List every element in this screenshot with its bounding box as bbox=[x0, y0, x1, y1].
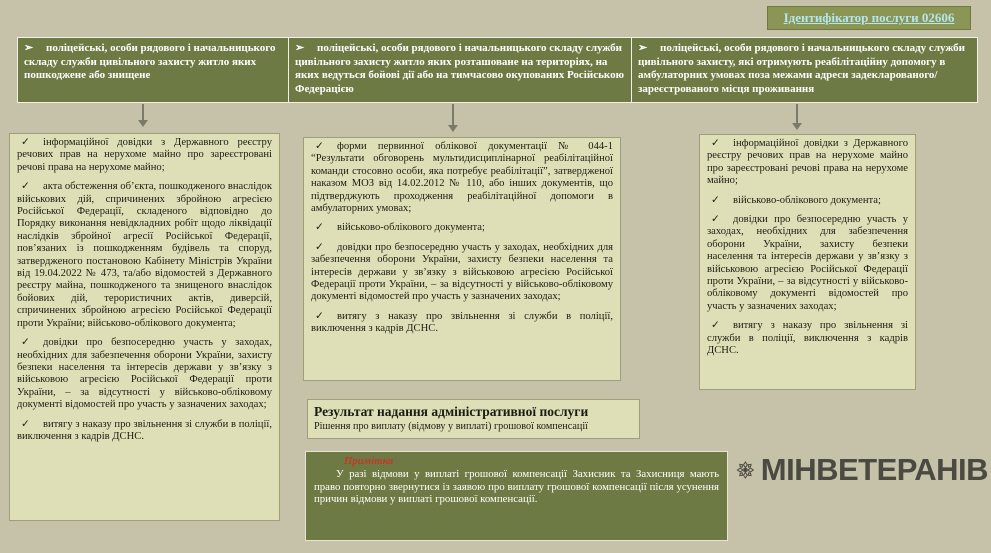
list-item: ✓ інформаційної довідки з Державного реєстру речових прав на нерухоме майно про зареєстровані речові права на нерухоме майно; bbox=[17, 137, 272, 173]
checkmark-icon: ✓ bbox=[21, 181, 30, 193]
list-item: ✓ витягу з наказу про звільнення зі служби в поліції, виключення з кадрів ДСНС. bbox=[311, 310, 613, 335]
checkmark-icon: ✓ bbox=[21, 418, 30, 430]
arrow-bullet-icon: ➢ bbox=[24, 42, 34, 54]
list-item: ✓ військово-облікового документа; bbox=[707, 195, 908, 207]
checkmark-icon: ✓ bbox=[21, 337, 30, 349]
ministry-logo-text: МІНВЕТЕРАНІВ bbox=[760, 452, 988, 487]
list-item: ✓ витягу з наказу про звільнення зі служби в поліції, виключення з кадрів ДСНС. bbox=[707, 320, 908, 357]
list-item: ✓ довідки про безпосередню участь у заходах, необхідних для забезпечення оборони України, захисту безпеки населення та інтересів держави у зв’язку з військовою агресією Російської Федерації проти України, – за відсутності у військово-обліковому документі відомостей про участь у зазначених заходах; bbox=[311, 241, 613, 303]
list-item: ✓ військово-облікового документа; bbox=[311, 222, 613, 234]
checkmark-icon: ✓ bbox=[21, 137, 30, 148]
category-text: поліцейські, особи рядового і начальницького складу служби цивільного захисту житло яких розташоване на територіях, на яких ведуться бойові дії або на тимчасово окупованих Російською Федерацією bbox=[295, 42, 625, 95]
checkmark-icon: ✓ bbox=[315, 141, 324, 152]
note-body: У разі відмови у виплаті грошової компенсації Захисник та Захисниця мають право повторно звернутися із заявою про виплату грошової компенсації після усунення причин відмови у виплаті грошової компенсації. bbox=[314, 467, 719, 506]
arrow-bullet-icon: ➢ bbox=[638, 42, 648, 54]
checkmark-icon: ✓ bbox=[711, 138, 720, 149]
categories-bar bbox=[17, 37, 978, 103]
note-title: Примітка bbox=[344, 455, 394, 467]
checkmark-icon: ✓ bbox=[711, 194, 720, 206]
checkmark-icon: ✓ bbox=[315, 241, 324, 253]
arrow-down-icon bbox=[796, 104, 798, 128]
arrow-down-icon bbox=[142, 104, 144, 125]
result-subtitle: Рішення про виплату (відмову у виплаті) грошової компенсації bbox=[314, 421, 588, 432]
ministry-logo bbox=[736, 449, 988, 491]
category-text: поліцейські, особи рядового і начальницького складу служби цивільного захисту житло яких пошкоджене або знищене bbox=[24, 42, 276, 81]
arrow-down-icon bbox=[452, 104, 454, 130]
list-item: ✓ акта обстеження об’єкта, пошкодженого внаслідок військових дій, спричинених збройною агресією Російської Федерації, складеного відповідно до Порядку виконання невідкладних робіт щодо ліквідації наслідків збройної агресії Російської Федерації, пов’язаних із пошкодженням будівель та споруд, затвердженого постановою Кабінету Міністрів України від 19.04.2022 № 473, та/або відомостей з Державного реєстру майна, пошкодженого та знищеного внаслідок бойових дій, терористичних актів, диверсій, спричинених збройною агресією Російської Федерації проти України; військово-облікового документа; bbox=[17, 181, 272, 329]
checkmark-icon: ✓ bbox=[315, 222, 324, 234]
category-damaged-housing bbox=[18, 38, 288, 102]
middle-documents-panel bbox=[303, 137, 621, 381]
arrow-bullet-icon: ➢ bbox=[295, 42, 305, 54]
category-text: поліцейські, особи рядового і начальницького складу служби цивільного захисту, які отримують реабілітаційну допомогу в амбулаторних умовах поза межами адреси задекларованого/зареєстрованого місця проживання bbox=[638, 42, 966, 95]
service-id-badge[interactable]: Ідентифікатор послуги 02606 bbox=[767, 6, 971, 30]
checkmark-icon: ✓ bbox=[711, 320, 720, 332]
list-item: ✓ витягу з наказу про звільнення зі служби в поліції, виключення з кадрів ДСНС. bbox=[17, 418, 272, 442]
list-item: ✓ форми первинної облікової документації № 044-1 “Результати обговорень мультидисциплінарної реабілітаційної команди стосовно особи, яка потребує реабілітації”, затвердженої наказом МОЗ від 14.02.2012 № 110, або інших документів, що підтверджують проходження реабілітаційної допомоги в амбулаторних умовах; bbox=[311, 141, 613, 215]
result-title: Результат надання адміністративної послуги bbox=[314, 404, 589, 419]
list-item: ✓ довідки про безпосередню участь у заходах, необхідних для забезпечення оборони України, захисту безпеки населення та інтересів держави у зв’язку з військовою агресією Російської Федерації проти України, – за відсутності у військово-обліковому документі відомостей про участь у зазначених заходах; bbox=[17, 337, 272, 411]
note-box bbox=[305, 451, 728, 541]
category-combat-territories bbox=[288, 38, 631, 102]
list-item: ✓ інформаційної довідки з Державного реєстру речових прав на нерухоме майно про зареєстровані речові права на нерухоме майно; bbox=[707, 138, 908, 187]
result-box bbox=[307, 399, 640, 439]
left-documents-panel bbox=[9, 133, 280, 521]
checkmark-icon: ✓ bbox=[711, 214, 720, 226]
checkmark-icon: ✓ bbox=[315, 310, 324, 322]
category-ambulatory-rehab bbox=[631, 38, 977, 102]
trident-emblem-icon bbox=[736, 450, 755, 490]
right-documents-panel bbox=[699, 134, 916, 390]
list-item: ✓ довідки про безпосередню участь у заходах, необхідних для забезпечення оборони України, захисту безпеки населення та інтересів держави у зв’язку з військовою агресією Російської Федерації проти України, – за відсутності у військово-обліковому документі відомостей про участь у зазначених заходах; bbox=[707, 214, 908, 312]
